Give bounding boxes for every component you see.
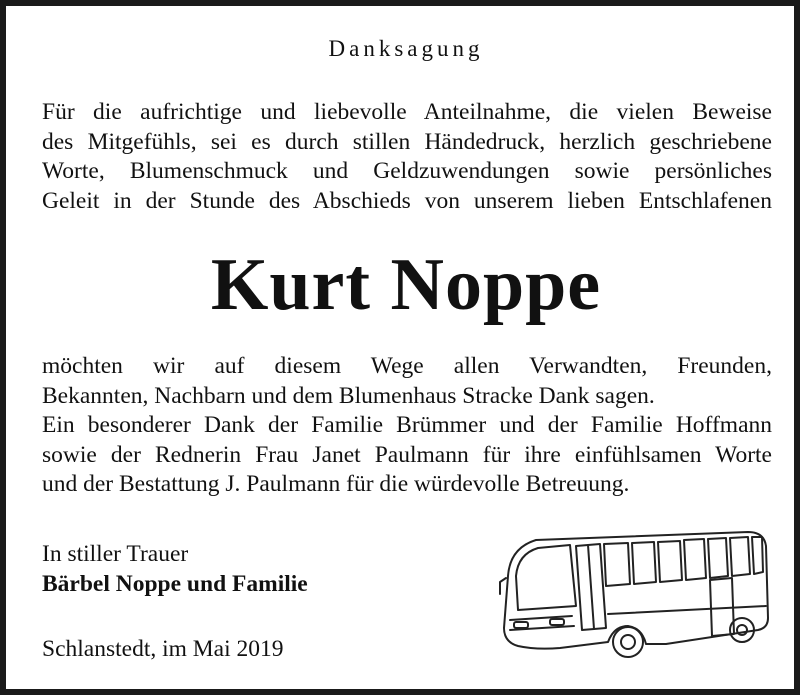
intro-line: des Mitgefühls, sei es durch stillen Händedruck, herzlich geschriebene — [42, 128, 772, 155]
mourning-phrase: In stiller Trauer — [42, 541, 189, 567]
thanks-line: Ein besonderer Dank der Familie Brümmer und der Familie Hoffmann — [42, 412, 772, 438]
signature: Bärbel Noppe und Familie — [42, 571, 308, 597]
thanks-line: und der Bestattung J. Paulmann für die würdevolle Betreuung. — [42, 471, 630, 497]
bus-icon — [496, 518, 776, 668]
place-date: Schlanstedt, im Mai 2019 — [42, 636, 284, 662]
thanks-line: sowie der Rednerin Frau Janet Paulmann für ihre einfühlsamen Worte — [42, 441, 772, 468]
intro-line: Geleit in der Stunde des Abschieds von unserem lieben Entschlafenen — [42, 187, 772, 214]
thanks-line: möchten wir auf diesem Wege allen Verwandten, Freunden, — [42, 353, 772, 379]
deceased-name: Kurt Noppe — [210, 244, 602, 326]
thanks-paragraph — [42, 352, 772, 500]
thanks-line: Bekannten, Nachbarn und dem Blumenhaus Stracke Dank sagen. — [42, 382, 655, 409]
notice-heading: Danksagung — [328, 36, 484, 61]
intro-line: Worte, Blumenschmuck und Geldzuwendungen sowie persönliches — [42, 158, 772, 184]
intro-paragraph — [42, 98, 772, 216]
intro-line: Für die aufrichtige und liebevolle Anteilnahme, die vielen Beweise — [42, 99, 772, 125]
